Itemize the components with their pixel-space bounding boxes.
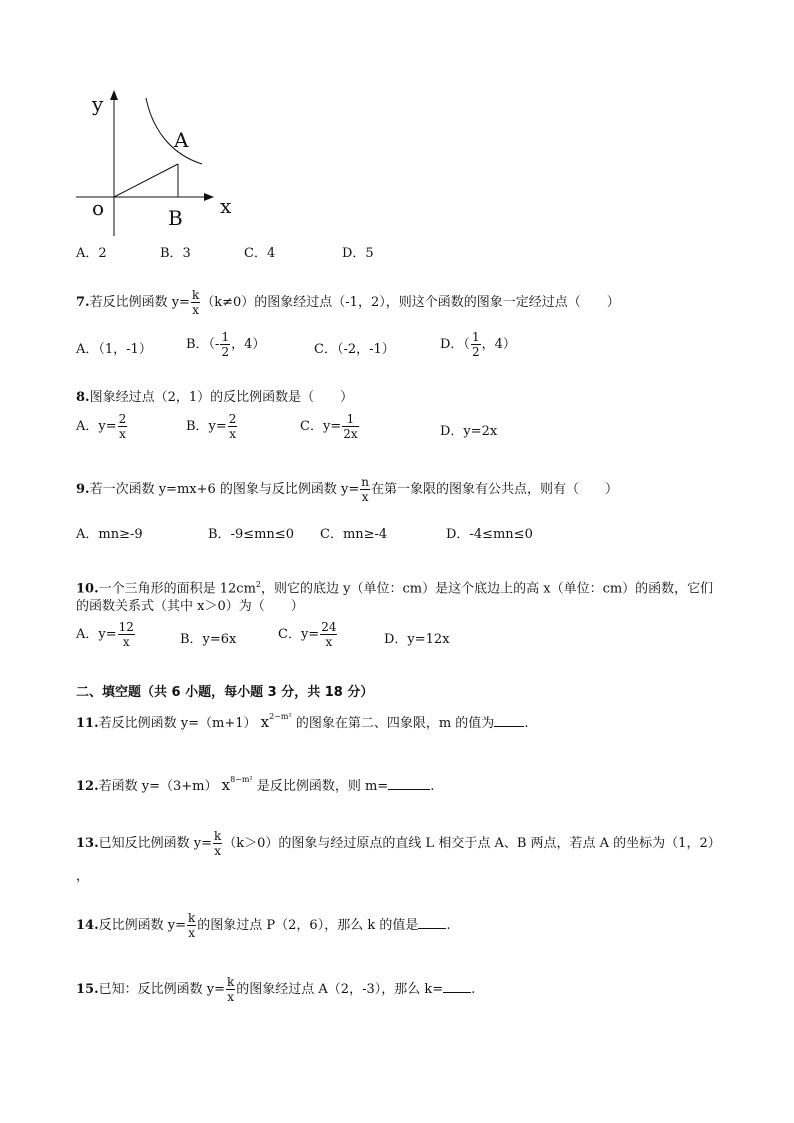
- point-a-label: A: [174, 128, 189, 152]
- q9-option-b[interactable]: B．-9≤mn≤0: [208, 527, 294, 542]
- q8-text: 图象经过点（2，1）的反比例函数是（ ）: [89, 390, 354, 405]
- q7-number: 7.: [76, 295, 90, 310]
- q7-option-d[interactable]: D．（ $\frac{1}{2}$ ，4）: [440, 330, 516, 359]
- q7-option-c[interactable]: C．（-2，-1）: [314, 342, 395, 357]
- q7-option-a[interactable]: A．（1，-1）: [76, 342, 152, 357]
- q15-answer-blank[interactable]: [443, 992, 471, 993]
- q7-text-post: （k≠0）的图象经过点（-1，2），则这个函数的图象一定经过点（ ）: [201, 295, 620, 310]
- q7-options: [76, 330, 596, 364]
- q8-option-a[interactable]: A．y= $\frac{2}{x}$: [76, 412, 127, 441]
- question-13: 13.已知反比例函数 y= $\frac{k}{x}$ （k＞0）的图象与经过原点的直线 L 相交于点 A、B 两点，若点 A 的坐标为（1，2）: [76, 829, 721, 858]
- q6-option-c[interactable]: C．4: [244, 246, 276, 261]
- q15-fraction: $\frac{k}{x}$: [227, 975, 235, 1004]
- q10-option-d[interactable]: D．y=12x: [384, 632, 450, 647]
- q8-option-d[interactable]: D．y=2x: [440, 424, 498, 439]
- q14-answer-blank[interactable]: [418, 928, 446, 929]
- q7-frac-num: k: [191, 288, 200, 302]
- q10-text-pre: 一个三角形的面积是 12cm: [98, 581, 256, 597]
- question-15: 15.已知：反比例函数 y= $\frac{k}{x}$ 的图象经过点 A（2，-3），那么 k= .: [76, 975, 476, 1004]
- q11-base: x: [260, 713, 270, 731]
- q8-options: [76, 412, 596, 446]
- q12-base: x: [221, 776, 231, 794]
- q14-fraction: $\frac{k}{x}$: [188, 911, 196, 940]
- question-8: [76, 389, 353, 407]
- q7-fraction: [191, 288, 200, 317]
- x-axis-label: x: [220, 194, 232, 218]
- q10-sup: 2: [255, 580, 262, 589]
- graph-figure: [70, 88, 250, 238]
- q9-text-post: 在第一象限的图象有公共点，则有（ ）: [371, 482, 619, 497]
- q10-options: [76, 620, 596, 654]
- question-10: [76, 576, 713, 598]
- question-7: [76, 288, 620, 317]
- q9-fraction: $\frac{n}{x}$: [361, 475, 370, 504]
- q9-options: [76, 526, 596, 544]
- q10-option-c[interactable]: C．y= $\frac{24}{x}$: [278, 620, 337, 649]
- q9-option-c[interactable]: C．mn≥-4: [320, 527, 388, 542]
- q9-text-pre: 若一次函数 y=mx+6 的图象与反比例函数 y=: [89, 482, 360, 497]
- q11-exp: 2−m²: [269, 712, 292, 721]
- origin-label: o: [92, 196, 105, 220]
- q8-number: 8.: [76, 390, 90, 405]
- q10-text-post: ，则它的底边 y（单位：cm）是这个底边上的高 x（单位：cm）的函数，它们: [261, 581, 714, 597]
- q12-answer-blank[interactable]: [388, 789, 430, 790]
- q9-option-d[interactable]: D．-4≤mn≤0: [446, 527, 533, 542]
- q10-option-a[interactable]: A．y= $\frac{12}{x}$: [76, 620, 134, 649]
- question-9: [76, 475, 618, 504]
- point-b-label: B: [168, 206, 183, 230]
- q13-fraction: $\frac{k}{x}$: [214, 829, 222, 858]
- question-10-line2: 的函数关系式（其中 x＞0）为（ ）: [76, 599, 304, 614]
- q9-number: 9.: [76, 482, 90, 497]
- q6-option-a[interactable]: A．2: [76, 246, 107, 261]
- q7-text-pre: 若反比例函数 y=: [89, 295, 190, 310]
- q6-options: [76, 245, 476, 263]
- y-axis-label: y: [92, 92, 104, 116]
- q7-frac-den: x: [192, 303, 199, 317]
- q7-option-b[interactable]: B．（- $\frac{1}{2}$ ，4）: [186, 330, 266, 359]
- q6-option-b[interactable]: B．3: [160, 246, 191, 261]
- section-2-title: 二、填空题（共 6 小题，每小题 3 分，共 18 分）: [76, 685, 374, 700]
- question-11: 11.若反比例函数 y=（m+1） $x^{2-m^2}$ 的图象在第二、四象限，m 的值为 .: [76, 712, 529, 731]
- q8-option-c[interactable]: C．y= $\frac{1}{2x}$: [300, 412, 358, 441]
- q6-option-d[interactable]: D．5: [342, 246, 374, 261]
- q11-answer-blank[interactable]: [494, 726, 524, 727]
- question-12: 12.若函数 y=（3+m） $x^{8-m^2}$ 是反比例函数，则 m= .: [76, 775, 435, 794]
- question-14: 14.反比例函数 y= $\frac{k}{x}$ 的图象过点 P（2，6），那么 k 的值是 .: [76, 911, 451, 940]
- question-13-line2: ，: [76, 869, 90, 884]
- q10-option-b[interactable]: B．y=6x: [180, 632, 237, 647]
- q9-option-a[interactable]: A．mn≥-9: [76, 527, 143, 542]
- q10-number: 10.: [76, 581, 99, 597]
- q8-option-b[interactable]: B．y= $\frac{2}{x}$: [186, 412, 237, 441]
- q12-exp: 8−m²: [230, 775, 253, 784]
